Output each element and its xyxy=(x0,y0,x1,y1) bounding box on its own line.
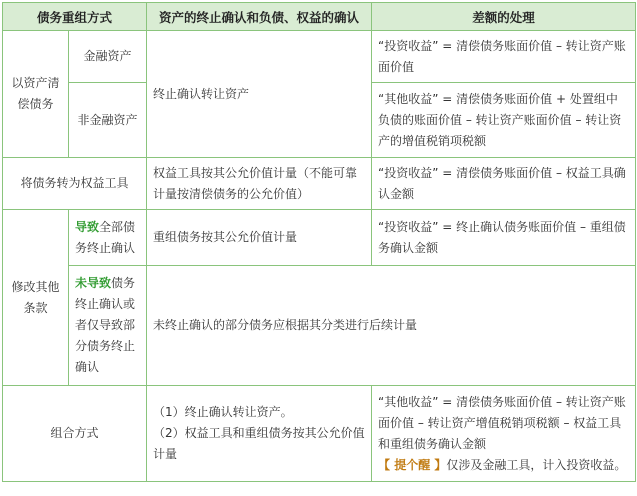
combined-method-label: 组合方式 xyxy=(3,386,147,482)
non-financial-asset-difference: “其他收益” = 清偿债务账面价值 + 处置组中负债的账面价值 – 转让资产账面价值 – 转让资产的增值税销项税额 xyxy=(372,83,636,158)
financial-asset-difference: “投资收益” = 清偿债务账面价值 – 转让资产账面价值 xyxy=(372,31,636,83)
asset-settlement-confirmation: 终止确认转让资产 xyxy=(147,31,372,158)
combined-difference-text: “其他收益” = 清偿债务账面价值 – 转让资产账面价值 – 转让资产增值税销项税额 – 权益工具和重组债务确认金额 xyxy=(378,394,626,451)
full-derecognition-confirmation: 重组债务按其公允价值计量 xyxy=(147,210,372,266)
partial-derecognition-label xyxy=(69,266,147,386)
table-row xyxy=(3,266,636,386)
header-difference: 差额的处理 xyxy=(372,3,636,31)
full-derecognition-label xyxy=(69,210,147,266)
table-header-row xyxy=(3,3,636,31)
reminder-text: 仅涉及金融工具，计入投资收益。 xyxy=(446,457,627,472)
debt-to-equity-label: 将债务转为权益工具 xyxy=(3,158,147,210)
modify-terms-label: 修改其他条款 xyxy=(3,210,69,386)
combined-confirm-line-1: （1）终止确认转让资产。 xyxy=(153,405,293,419)
table-row xyxy=(3,158,636,210)
reminder-note xyxy=(378,455,629,476)
reminder-label: 【 提个醒 】 xyxy=(378,457,447,472)
combined-confirm-line-2: （2）权益工具和重组债务按其公允价值计量 xyxy=(153,426,365,461)
debt-to-equity-confirmation: 权益工具按其公允价值计量（不能可靠计量按清偿债务的公允价值） xyxy=(147,158,372,210)
combined-method-confirmation xyxy=(147,386,372,482)
header-confirmation: 资产的终止确认和负债、权益的确认 xyxy=(147,3,372,31)
debt-restructuring-table xyxy=(2,2,636,482)
highlight-text: 导致 xyxy=(75,219,100,234)
full-derecognition-difference: “投资收益” = 终止确认债务账面价值 – 重组债务确认金额 xyxy=(372,210,636,266)
header-method: 债务重组方式 xyxy=(3,3,147,31)
highlight-text: 未导致 xyxy=(75,276,112,290)
full-derecognition-text: 全部债务终止确认 xyxy=(75,219,136,255)
table-row xyxy=(3,31,636,83)
table-row xyxy=(3,386,636,482)
partial-derecognition-note: 未终止确认的部分债务应根据其分类进行后续计量 xyxy=(147,266,636,386)
combined-method-difference xyxy=(372,386,636,482)
asset-settlement-label: 以资产清偿债务 xyxy=(3,31,69,158)
debt-to-equity-difference: “投资收益” = 清偿债务账面价值 – 权益工具确认金额 xyxy=(372,158,636,210)
non-financial-asset-label: 非金融资产 xyxy=(69,83,147,158)
table-row xyxy=(3,210,636,266)
financial-asset-label: 金融资产 xyxy=(69,31,147,83)
partial-derecognition-text: 债务终止确认或者仅导致部分债务终止确认 xyxy=(75,276,136,374)
